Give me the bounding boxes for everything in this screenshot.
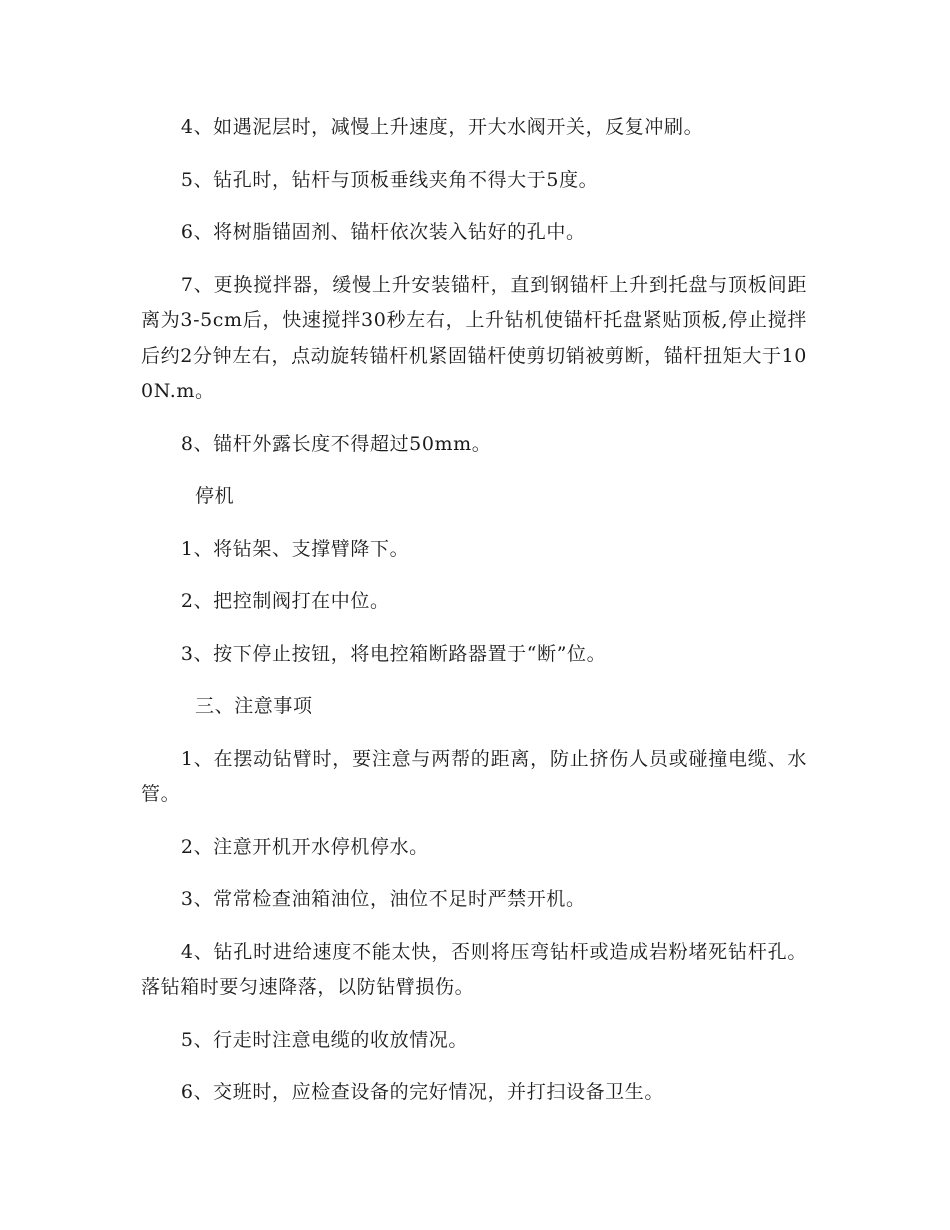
- paragraph-feed-speed: 4、钻孔时进给速度不能太快，否则将压弯钻杆或造成岩粉堵死钻杆孔。落钻箱时要匀速降落，以防钻臂损伤。: [141, 940, 807, 998]
- document-body: [141, 110, 807, 1128]
- paragraph-drill-angle: 5、钻孔时，钻杆与顶板垂线夹角不得大于5度。: [180, 168, 599, 191]
- paragraph-bolt-length: 8、锚杆外露长度不得超过50mm。: [180, 432, 492, 455]
- paragraph-mud-layer: 4、如遇泥层时，减慢上升速度，开大水阀开关，反复冲刷。: [180, 116, 704, 138]
- paragraph-swing-arm: 1、在摆动钻臂时，要注意与两帮的距离，防止挤伤人员或碰撞电缆、水管。: [141, 747, 807, 805]
- paragraph-shift-handover: 6、交班时，应检查设备的完好情况，并打扫设备卫生。: [180, 1081, 664, 1103]
- paragraph-control-valve: 2、把控制阀打在中位。: [180, 590, 390, 612]
- paragraph-insert-resin: 6、将树脂锚固剂、锚杆依次装入钻好的孔中。: [180, 221, 586, 243]
- paragraph-water-control: 2、注意开机开水停机停水。: [180, 835, 429, 858]
- paragraph-oil-check: 3、常常检查油箱油位，油位不足时严禁开机。: [180, 888, 586, 910]
- paragraph-cable-handling: 5、行走时注意电缆的收放情况。: [180, 1028, 468, 1051]
- paragraph-lower-frame: 1、将钻架、支撑臂降下。: [180, 537, 410, 560]
- paragraph-install-bolt: 7、更换搅拌器，缓慢上升安装锚杆，直到钢锚杆上升到托盘与顶板间距离为3-5cm后，快速搅拌30秒左右，上升钻机使锚杆托盘紧贴顶板,停止搅拌后约2分钟左右，点动旋转锚杆机紧固锚杆使剪切销被剪断，锚杆扭矩大于100N.m。: [141, 273, 807, 402]
- section-heading-stop: 停机: [195, 485, 235, 507]
- section-heading-precautions: 三、注意事项: [195, 695, 313, 717]
- paragraph-stop-button: 3、按下停止按钮，将电控箱断路器置于“断”位。: [180, 642, 607, 665]
